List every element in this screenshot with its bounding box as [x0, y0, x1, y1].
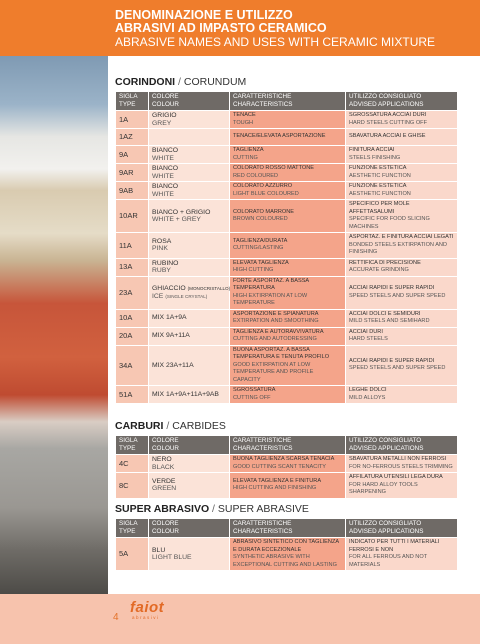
section-title-en: CORUNDUM: [183, 76, 247, 88]
colour-cell: [149, 200, 229, 232]
colour-en: [152, 120, 226, 128]
characteristics-en: HIGH CUTTING: [233, 267, 274, 273]
characteristics-it: FORTE ASPORTAZ. A BASSA TEMPERATURA: [233, 277, 309, 291]
column-header-it: COLORE: [152, 93, 179, 100]
type-code: 4C: [116, 455, 148, 472]
colour-it-text: MIX 1A+9A+11A+9AB: [152, 390, 219, 398]
column-header-en: TYPE: [119, 528, 136, 535]
colour-it-text: MIX 1A+9A: [152, 314, 187, 322]
type-code: 1AZ: [116, 129, 148, 145]
section-title-en: CARBIDES: [172, 420, 226, 432]
column-header: [346, 92, 457, 110]
table-header-row: [116, 436, 457, 454]
characteristics-cell: [230, 328, 345, 345]
characteristics-it: SGROSSATURA: [233, 387, 276, 393]
table-row: [116, 200, 457, 232]
column-header-en: ADVISED APPLICATIONS: [349, 101, 424, 108]
colour-en: [152, 485, 226, 493]
application-it: AFFILATURA UTENSILI LEGA DURA: [349, 474, 443, 480]
colour-it: [152, 285, 231, 293]
application-cell: [346, 146, 457, 163]
page-number: 4: [113, 612, 119, 623]
type-code: 10A: [116, 310, 148, 327]
table-row: [116, 111, 457, 128]
column-header-it: UTILIZZO CONSIGLIATO: [349, 520, 422, 527]
colour-it-text: ROSA: [152, 237, 172, 245]
characteristics-cell: [230, 146, 345, 163]
characteristics-it: COLORATO MARRONE: [233, 208, 295, 215]
colour-it-text: VERDE: [152, 477, 176, 485]
column-header: [346, 519, 457, 537]
characteristics-en: GOOD CUTTING SCANT TENACITY: [233, 463, 327, 470]
characteristics-cell: [230, 111, 345, 128]
colour-it: [152, 183, 226, 191]
characteristics-it: BUONA ASPORTAZ. A BASSA TEMPERATURA E TENUTA PROFILO: [233, 346, 330, 360]
colour-it: [152, 391, 226, 399]
colour-it: [152, 165, 226, 173]
table-row: [116, 473, 457, 498]
colour-it-note: (MONOCRISTALLO): [187, 286, 231, 291]
page-footer: [0, 594, 480, 644]
table-row: [116, 538, 457, 570]
characteristics-cell: [230, 310, 345, 327]
characteristics-cell: [230, 259, 345, 276]
column-header: [230, 436, 345, 454]
colour-cell: [149, 538, 229, 570]
colour-cell: [149, 233, 229, 258]
column-header-it: SIGLA: [119, 437, 138, 444]
characteristics-it: ABRASIVO SINTETICO CON TAGLIENZA E DURATA ECCEZIONALE: [233, 539, 339, 553]
characteristics-cell: [230, 277, 345, 309]
column-header: [230, 519, 345, 537]
colour-it-text: GHIACCIO: [152, 285, 186, 292]
column-header-it: UTILIZZO CONSIGLIATO: [349, 437, 422, 444]
table-row: [116, 182, 457, 199]
colour-it: [152, 478, 226, 486]
type-code: 34A: [116, 346, 148, 386]
table-row: [116, 386, 457, 403]
characteristics-en: TOUGH: [233, 119, 254, 126]
colour-en: [152, 173, 226, 181]
colour-it-text: MIX 9A+11A: [152, 332, 190, 340]
colour-it-text: BLU: [152, 546, 166, 554]
characteristics-cell: [230, 455, 345, 472]
column-header-en: COLOUR: [152, 445, 179, 452]
application-cell: [346, 328, 457, 345]
application-cell: [346, 233, 457, 258]
application-cell: [346, 111, 457, 128]
application-it: ACCIAI DOLCI E SEMIDURI: [349, 310, 421, 317]
column-header-it: CARATTERISTICHE: [233, 520, 292, 527]
colour-en-text: WHITE: [152, 172, 174, 180]
column-header-it: SIGLA: [119, 520, 138, 527]
colour-cell: [149, 277, 229, 309]
colour-en-text: GREY: [152, 119, 172, 127]
column-header-en: ADVISED APPLICATIONS: [349, 445, 424, 452]
characteristics-cell: [230, 386, 345, 403]
header-title-english: ABRASIVE NAMES AND USES WITH CERAMIC MIXTURE: [115, 35, 436, 49]
colour-en-text: ICE: [152, 292, 164, 300]
application-cell: [346, 386, 457, 403]
type-code: 5A: [116, 538, 148, 570]
column-header-en: COLOUR: [152, 528, 179, 535]
colour-it-text: BIANCO: [152, 165, 179, 172]
column-header-en: COLOUR: [152, 101, 179, 108]
characteristics-en: RED COLOURED: [233, 172, 279, 179]
characteristics-it: TENACE: [233, 112, 256, 118]
characteristics-en: CUTTING AND AUTODRESSING: [233, 336, 317, 342]
column-header-it: CARATTERISTICHE: [233, 93, 292, 100]
colour-cell: [149, 346, 229, 386]
colour-cell: [149, 164, 229, 181]
faiot-logo: [130, 600, 190, 620]
colour-it: [152, 456, 226, 464]
application-en: MILD STEELS AND SEMIHARD: [349, 318, 430, 324]
characteristics-it: ASPORTAZIONE E SPIANATURA: [233, 310, 319, 317]
table-row: [116, 259, 457, 276]
table-row: [116, 277, 457, 309]
section-super-abrasive: [115, 502, 460, 571]
application-it: FUNZIONE ESTETICA: [349, 183, 407, 189]
colour-en-text: WHITE: [152, 154, 174, 162]
type-code: 9A: [116, 146, 148, 163]
abrasive-table: [115, 435, 458, 499]
characteristics-cell: [230, 473, 345, 498]
application-it: INDICATO PER TUTTI I MATERIALI FERROSI E NON: [349, 539, 440, 553]
table-row: [116, 346, 457, 386]
colour-cell: [149, 310, 229, 327]
characteristics-it: ELEVATA TAGLIENZA E FINITURA: [233, 477, 322, 484]
colour-en-text: RUBY: [152, 267, 171, 274]
column-header: [149, 436, 229, 454]
table-header-row: [116, 92, 457, 110]
application-it: SBAVATURA METALLI NON FERROSI: [349, 456, 447, 462]
table-row: [116, 310, 457, 327]
characteristics-cell: [230, 164, 345, 181]
column-header-en: CHARACTERISTICS: [233, 528, 293, 535]
abrasive-table: [115, 91, 458, 404]
characteristics-it: TAGLIENZA E AUTORAVVIVATURA: [233, 328, 324, 335]
section-title-it: CORINDONI: [115, 76, 176, 88]
column-header-it: COLORE: [152, 437, 179, 444]
characteristics-it: BUONA TAGLIENZA SCARSA TENACIA: [233, 456, 335, 462]
table-row: [116, 328, 457, 345]
colour-it-text: GRIGIO: [152, 112, 177, 119]
type-code: 9AR: [116, 164, 148, 181]
colour-it-text: RUBINO: [152, 259, 179, 267]
characteristics-cell: [230, 129, 345, 145]
characteristics-it: TAGLIENZA: [233, 147, 264, 153]
abrasive-grains-photo: [0, 56, 108, 594]
colour-it: [152, 547, 226, 555]
application-cell: [346, 346, 457, 386]
colour-it: [152, 314, 226, 322]
colour-en: [152, 267, 226, 275]
type-code: 9AB: [116, 182, 148, 199]
column-header-en: ADVISED APPLICATIONS: [349, 528, 424, 535]
type-code: 23A: [116, 277, 148, 309]
colour-it-text: BIANCO: [152, 147, 179, 154]
characteristics-cell: [230, 200, 345, 232]
colour-en: [152, 554, 226, 562]
characteristics-cell: [230, 346, 345, 386]
logo-wordmark: faiot: [130, 599, 165, 616]
section-title: [115, 419, 460, 433]
application-it: FINITURA ACCIAI: [349, 147, 395, 153]
characteristics-it: COLORATO ROSSO MATTONE: [233, 165, 315, 171]
application-en: FOR ALL FERROUS AND NOT MATERIALS: [349, 554, 428, 568]
colour-it: [152, 147, 226, 155]
characteristics-en: CUTTING OFF: [233, 394, 271, 401]
column-header: [346, 436, 457, 454]
colour-cell: [149, 473, 229, 498]
application-en: AESTHETIC FUNCTION: [349, 190, 411, 197]
colour-cell: [149, 328, 229, 345]
colour-cell: [149, 182, 229, 199]
application-en: ACCURATE GRINDING: [349, 267, 409, 273]
colour-en-text: PINK: [152, 245, 168, 253]
type-code: 1A: [116, 111, 148, 128]
type-code: 8C: [116, 473, 148, 498]
characteristics-en: HIGH EXTIRPATION AT LOW TEMPERATURE: [233, 292, 308, 306]
colour-cell: [149, 129, 229, 145]
colour-it: [152, 332, 226, 340]
application-cell: [346, 164, 457, 181]
section-title-separator: /: [175, 76, 184, 88]
application-cell: [346, 455, 457, 472]
colour-en: [152, 191, 226, 199]
column-header-it: CARATTERISTICHE: [233, 437, 292, 444]
colour-it: [152, 260, 226, 268]
type-code: 20A: [116, 328, 148, 345]
logo-subtitle: abrasivi: [132, 615, 160, 620]
application-en: HARD STEELS CUTTING OFF: [349, 119, 428, 126]
colour-it: [152, 209, 226, 217]
table-row: [116, 233, 457, 258]
application-cell: [346, 182, 457, 199]
colour-en-text: GREEN: [152, 485, 177, 493]
application-cell: [346, 473, 457, 498]
colour-en: [152, 293, 226, 301]
colour-it-text: NERO: [152, 456, 172, 463]
colour-en: [152, 245, 226, 253]
abrasive-table: [115, 518, 458, 571]
characteristics-it: TENACE/ELEVATA ASPORTAZIONE: [233, 133, 326, 140]
application-cell: [346, 129, 457, 145]
table-row: [116, 146, 457, 163]
colour-it: [152, 362, 226, 370]
column-header-en: TYPE: [119, 101, 136, 108]
section-title: [115, 502, 460, 516]
colour-en-text: BLACK: [152, 463, 175, 471]
column-header-it: SIGLA: [119, 93, 138, 100]
colour-it: [152, 112, 226, 120]
application-it: LEGHE DOLCI: [349, 387, 387, 393]
type-code: 10AR: [116, 200, 148, 232]
section-title-separator: /: [209, 503, 218, 515]
section-title-en: SUPER ABRASIVE: [217, 503, 309, 515]
application-en: AESTHETIC FUNCTION: [349, 172, 411, 179]
section-corundum: [115, 75, 460, 404]
colour-en-text: LIGHT BLUE: [152, 554, 192, 561]
column-header: [116, 436, 148, 454]
colour-cell: [149, 146, 229, 163]
application-it: SPECIFICO PER MOLE AFFETTASALUMI: [349, 201, 410, 215]
column-header: [149, 92, 229, 110]
characteristics-cell: [230, 538, 345, 570]
characteristics-it: ELEVATA TAGLIENZA: [233, 259, 289, 266]
application-en: STEELS FINISHING: [349, 154, 401, 161]
colour-cell: [149, 111, 229, 128]
section-title-it: SUPER ABRASIVO: [115, 503, 210, 515]
application-en: FOR NO-FERROUS STEELS TRIMMING: [349, 463, 453, 470]
characteristics-en: CUTTING: [233, 154, 258, 161]
characteristics-en: CUTTING/LASTING: [233, 245, 284, 252]
section-carbides: [115, 419, 460, 499]
column-header-it: COLORE: [152, 520, 179, 527]
characteristics-en: HIGH CUTTING AND FINISHING: [233, 485, 317, 492]
column-header-en: CHARACTERISTICS: [233, 101, 293, 108]
colour-en-text: WHITE: [152, 190, 174, 198]
table-row: [116, 164, 457, 181]
application-it: ACCIAI DURI: [349, 328, 383, 335]
header-title-line1: DENOMINAZIONE E UTILIZZO: [115, 8, 293, 22]
application-cell: [346, 200, 457, 232]
type-code: 51A: [116, 386, 148, 403]
colour-it-text: BIANCO + GRIGIO: [152, 208, 211, 216]
application-cell: [346, 277, 457, 309]
colour-it-text: MIX 23A+11A: [152, 361, 194, 369]
application-it: FUNZIONE ESTETICA: [349, 165, 407, 171]
column-header-en: TYPE: [119, 445, 136, 452]
table-row: [116, 455, 457, 472]
column-header-en: CHARACTERISTICS: [233, 445, 293, 452]
colour-en-note: (SINGLE CRYSTAL): [165, 293, 208, 299]
characteristics-it: COLORATO AZZURRO: [233, 183, 293, 189]
characteristics-it: TAGLIENZA/DURATA: [233, 237, 288, 244]
application-it: RETTIFICA DI PRECISIONE: [349, 259, 421, 266]
characteristics-en: LIGHT BLUE COLOURED: [233, 190, 299, 197]
table-row: [116, 129, 457, 145]
application-it: SBAVATURA ACCIAI E GHISE: [349, 133, 426, 140]
characteristics-en: BROWN COLOURED: [233, 216, 288, 222]
colour-it: [152, 238, 226, 246]
page-header: [0, 0, 480, 56]
application-it: ACCIAI RAPIDI E SUPER RAPIDI: [349, 357, 435, 364]
application-en: SPEED STEELS AND SUPER SPEED: [349, 365, 446, 372]
colour-cell: [149, 455, 229, 472]
column-header: [230, 92, 345, 110]
application-en: FOR HARD ALLOY TOOLS SHARPENING: [349, 481, 418, 495]
type-code: 11A: [116, 233, 148, 258]
section-title-separator: /: [163, 420, 173, 432]
characteristics-en: SYNTHETIC ABRASIVE WITH EXCEPTIONAL CUTTING AND LASTING: [233, 554, 337, 568]
characteristics-en: GOOD EXTIRPATION AT LOW TEMPERATURE AND PROFILE CAPACITY: [233, 361, 314, 383]
section-title-it: CARBURI: [115, 420, 164, 432]
application-it: ACCIAI RAPIDI E SUPER RAPIDI: [349, 285, 435, 291]
colour-en-text: WHITE + GREY: [152, 216, 201, 223]
application-en: SPEED STEELS AND SUPER SPEED: [349, 292, 446, 299]
application-en: HARD STEELS: [349, 336, 388, 342]
column-header: [116, 92, 148, 110]
type-code: 13A: [116, 259, 148, 276]
colour-cell: [149, 259, 229, 276]
application-en: BONDED STEELS EXTIRPATION AND FINISHING: [349, 241, 448, 255]
section-title: [115, 75, 460, 89]
column-header: [116, 519, 148, 537]
application-cell: [346, 259, 457, 276]
column-header-it: UTILIZZO CONSIGLIATO: [349, 93, 422, 100]
application-it: SGROSSATURA ACCIAI DURI: [349, 112, 427, 118]
colour-it-text: BIANCO: [152, 183, 179, 190]
column-header: [149, 519, 229, 537]
application-cell: [346, 310, 457, 327]
application-en: SPECIFIC FOR FOOD SLICING MACHINES: [349, 216, 430, 230]
table-header-row: [116, 519, 457, 537]
characteristics-cell: [230, 233, 345, 258]
colour-cell: [149, 386, 229, 403]
colour-en: [152, 155, 226, 163]
colour-en: [152, 464, 226, 472]
header-title-line2: ABRASIVI AD IMPASTO CERAMICO: [115, 21, 327, 35]
colour-en: [152, 216, 226, 224]
application-en: MILD ALLOYS: [349, 394, 386, 401]
application-it: ASPORTAZ. E FINITURA ACCIAI LEGATI: [349, 234, 454, 240]
characteristics-en: EXTIRPATION AND SMOOTHING: [233, 318, 319, 324]
application-cell: [346, 538, 457, 570]
characteristics-cell: [230, 182, 345, 199]
